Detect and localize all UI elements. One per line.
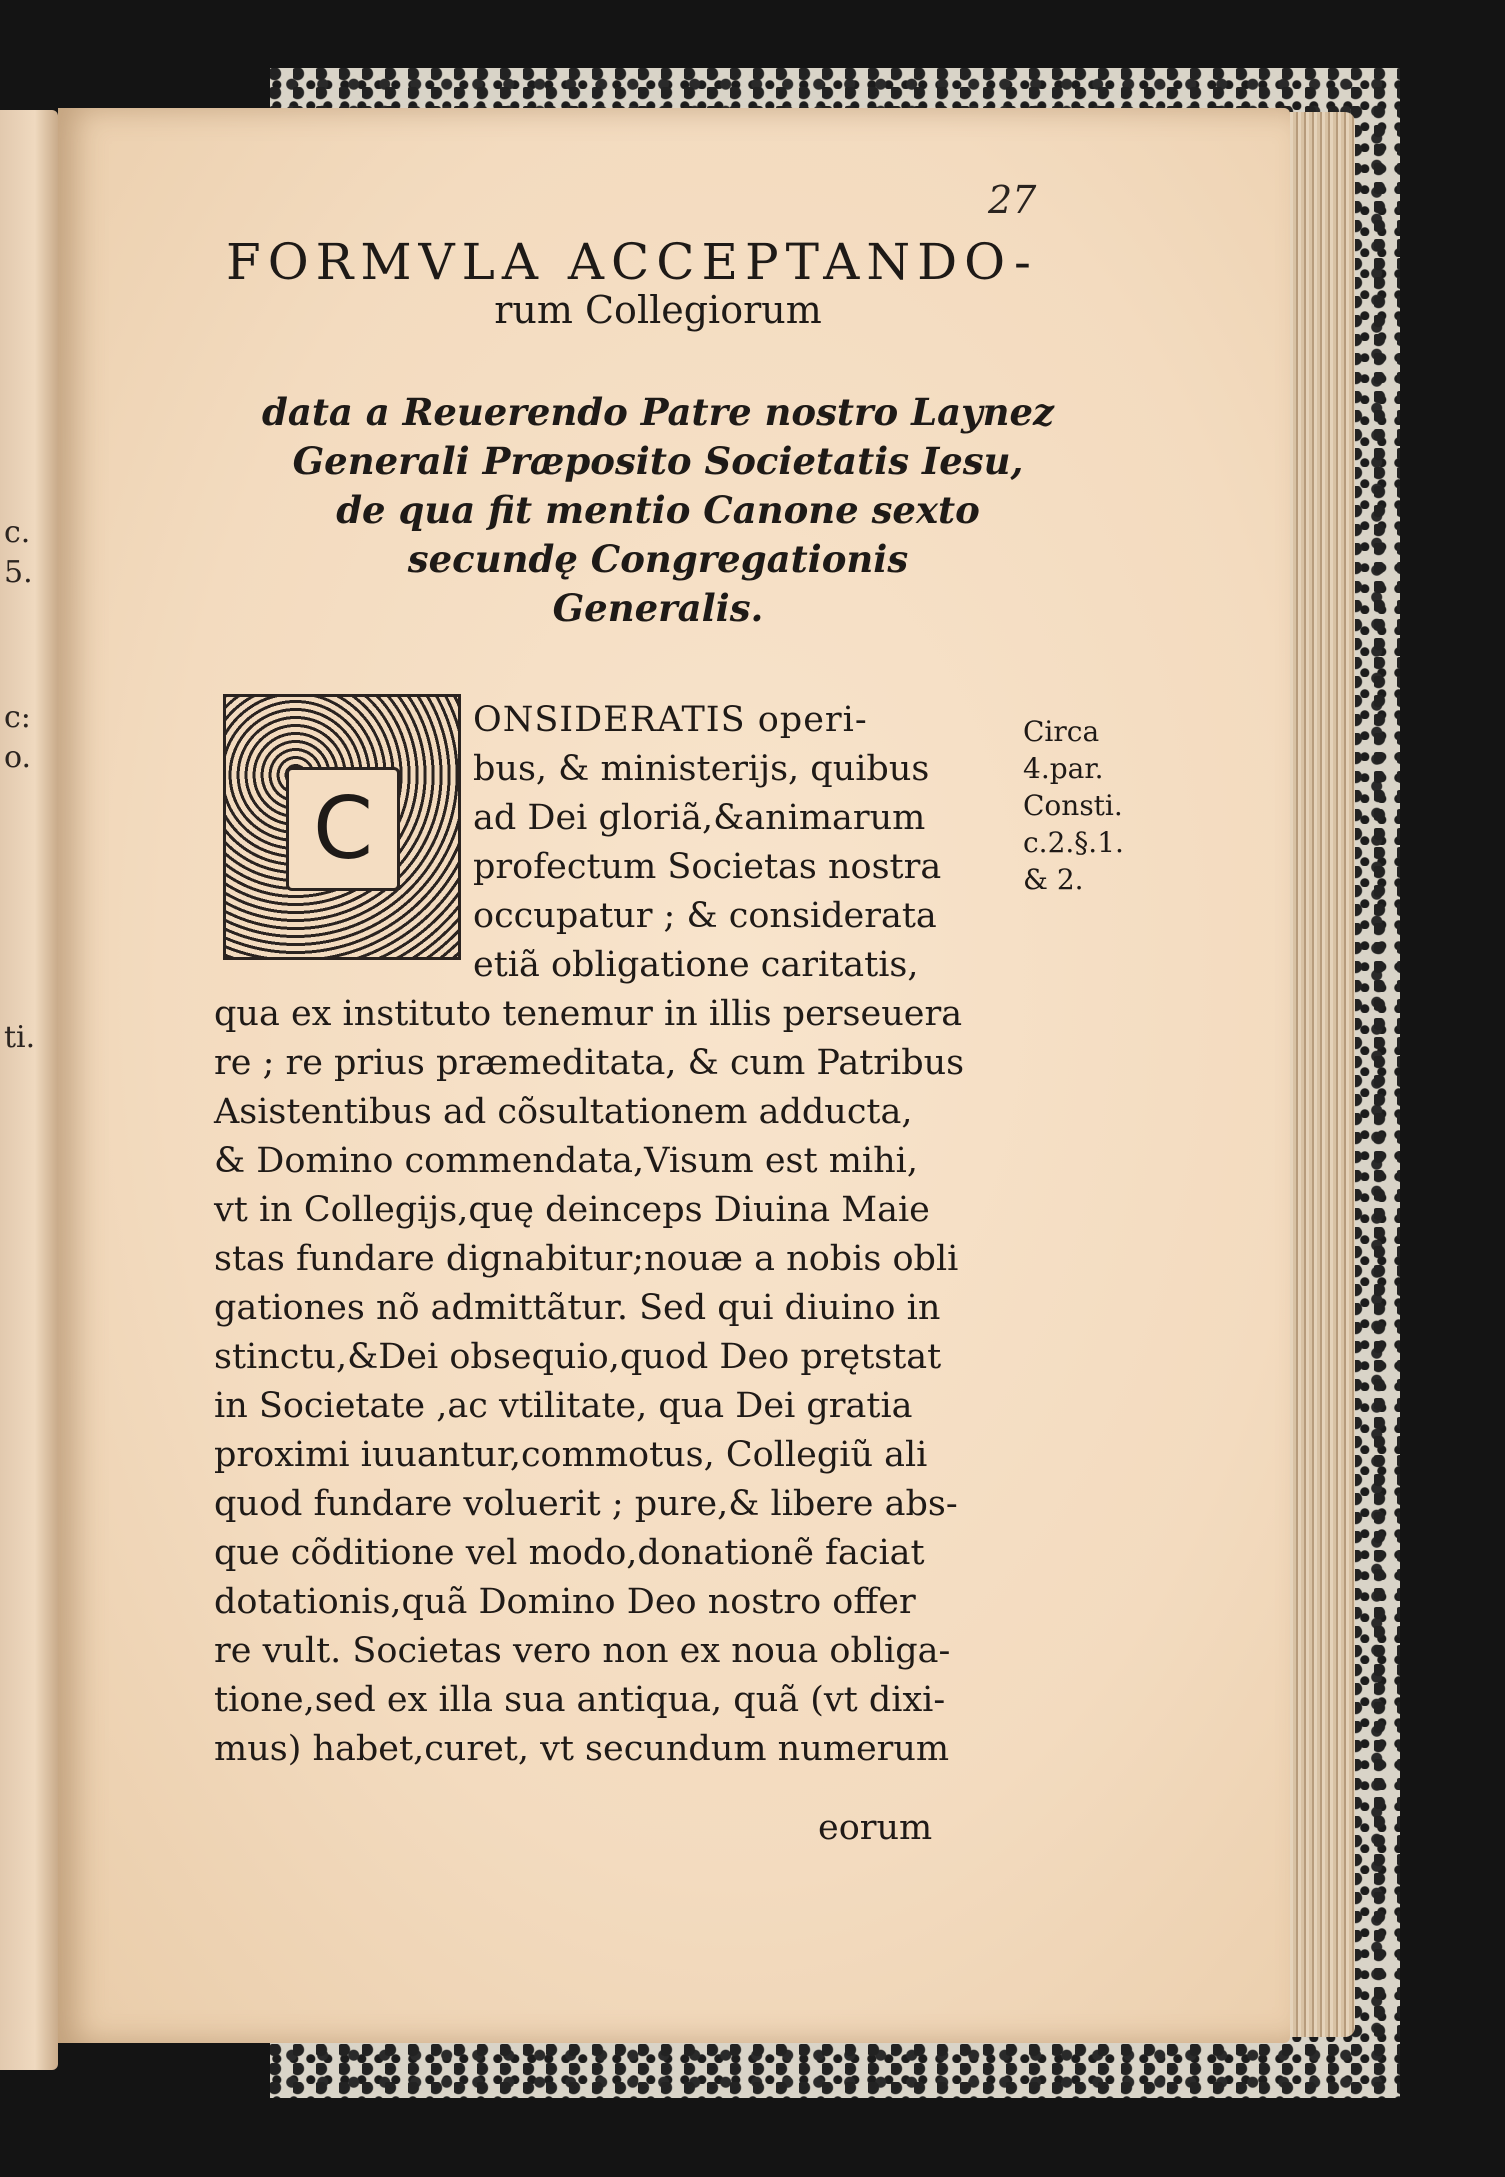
margin-side-note <box>1023 713 1143 898</box>
side-note-line: & 2. <box>1023 863 1084 896</box>
body-line: que cõditione vel modo,donationẽ faciat <box>214 1533 925 1573</box>
body-line: gationes nõ admittãtur. Sed qui diuino in <box>214 1288 941 1328</box>
body-line: qua ex instituto tenemur in illis perseuera <box>214 994 963 1034</box>
left-margin-note: c: <box>4 700 31 735</box>
side-note-line: Circa <box>1023 715 1100 748</box>
heading-line: data a Reuerendo Patre nostro Laynez <box>261 390 1055 434</box>
heading-line: de qua fit mentio Canone sexto <box>336 488 980 532</box>
body-line: etiã obligatione caritatis, <box>473 945 919 985</box>
page-title: FORMVLA ACCEPTANDO- <box>226 233 1038 291</box>
body-line: stas fundare dignabitur;nouæ a nobis obli <box>214 1239 959 1279</box>
body-line: dotationis,quã Domino Deo nostro offer <box>214 1582 916 1622</box>
body-line: tione,sed ex illa sua antiqua, quã (vt dixi- <box>214 1680 946 1720</box>
body-line: ad Dei gloriã,&animarum <box>473 798 926 838</box>
initial-letter: C <box>286 767 400 891</box>
body-line: mus) habet,curet, vt secundum numerum <box>214 1729 950 1769</box>
body-line: re vult. Societas vero non ex noua obliga- <box>214 1631 951 1671</box>
body-line: in Societate ,ac vtilitate, qua Dei gratia <box>214 1386 913 1426</box>
page-subtitle: rum Collegiorum <box>494 288 822 332</box>
body-line: & Domino commendata,Visum est mihi, <box>214 1141 918 1181</box>
body-line: occupatur ; & considerata <box>473 896 937 936</box>
heading-line: Generalis. <box>552 586 764 630</box>
body-line: ONSIDERATIS operi- <box>473 700 868 740</box>
body-line: profectum Societas nostra <box>473 847 942 887</box>
catchword: eorum <box>818 1808 933 1848</box>
body-line: vt in Collegijs,quę deinceps Diuina Maie <box>214 1190 930 1230</box>
left-margin-note: o. <box>4 740 32 775</box>
body-line: stinctu,&Dei obsequio,quod Deo prętstat <box>214 1337 942 1377</box>
book-page <box>58 108 1290 2043</box>
page-number: 27 <box>988 178 1037 222</box>
body-line: bus, & ministerijs, quibus <box>473 749 930 789</box>
left-page-edge <box>0 110 58 2070</box>
body-line: Asistentibus ad cõsultationem adducta, <box>214 1092 913 1132</box>
heading-line: secundę Congregationis <box>407 537 909 581</box>
side-note-line: Consti. <box>1023 789 1123 822</box>
italic-heading <box>208 388 1108 633</box>
body-line: quod fundare voluerit ; pure,& libere abs- <box>214 1484 958 1524</box>
decorated-initial <box>223 694 461 960</box>
left-margin-note: ti. <box>4 1020 36 1055</box>
side-note-line: c.2.§.1. <box>1023 826 1124 859</box>
page-block-edge <box>1285 112 1355 2037</box>
side-note-line: 4.par. <box>1023 752 1104 785</box>
left-margin-note: c. <box>4 515 31 550</box>
body-line: proximi iuuantur,commotus, Collegiũ ali <box>214 1435 928 1475</box>
left-margin-note: 5. <box>4 555 33 590</box>
body-line: re ; re prius præmeditata, & cum Patribus <box>214 1043 965 1083</box>
heading-line: Generali Præposito Societatis Iesu, <box>292 439 1024 483</box>
